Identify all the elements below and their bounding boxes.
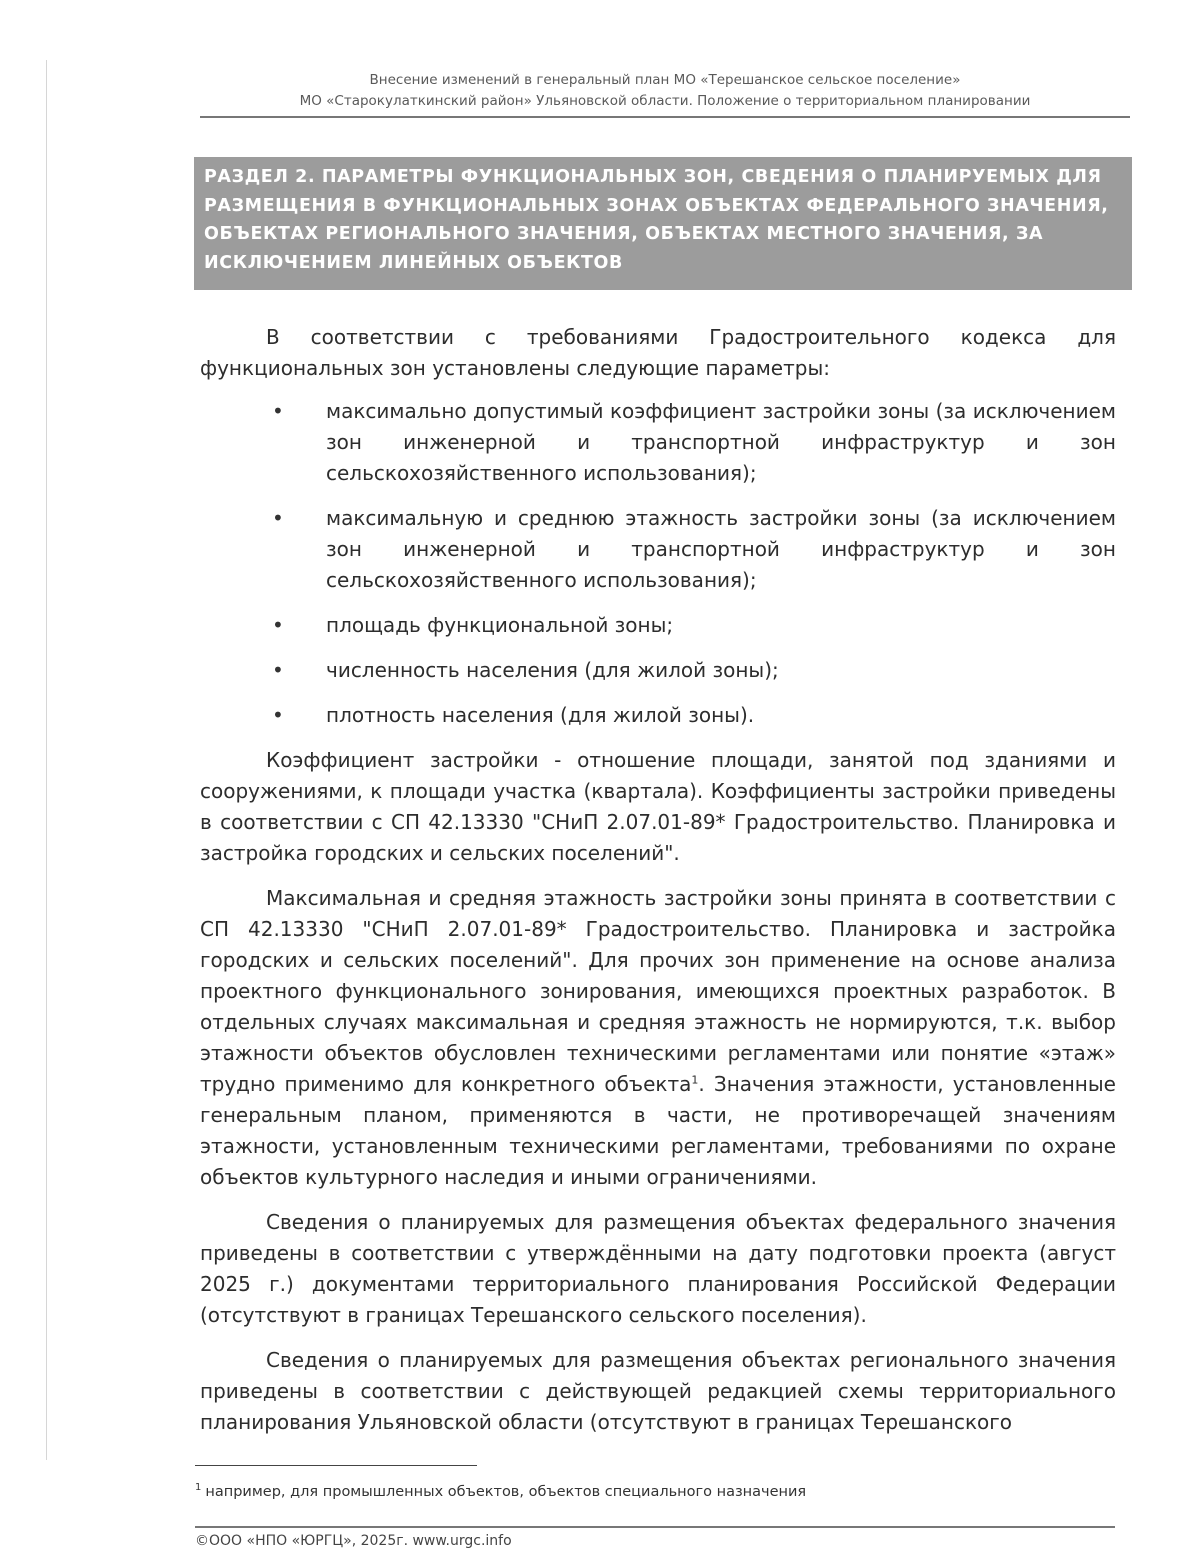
footnote-number: 1 [195,1482,202,1493]
list-item [200,700,1116,731]
bullet-icon: • [272,658,284,682]
header-rule [200,116,1130,118]
scan-edge-line [46,60,47,1460]
footnote-divider [195,1465,477,1466]
list-item [200,655,1116,686]
list-item-text: плотность населения (для жилой зоны). [326,703,755,727]
list-item-text: максимальную и среднюю этажность застройки зоны (за исключением зон инженерной и транспортной инфраструктур и зон сельскохозяйственного использования); [326,506,1116,592]
regional-objects-paragraph: Сведения о планируемых для размещения объектах регионального значения приведены в соответствии с действующей редакцией схемы территориального планирования Ульяновской области (отсутствуют в границах Терешанского [200,1348,1116,1434]
floors-text-part-2: . Значения этажности, установленные генеральным планом, применяются в части, не противоречащей значениям этажности, установленным техническими регламентами, требованиями по охране объектов культурного наследия и иными ограничениями. [200,1072,1116,1189]
intro-paragraph: В соответствии с требованиями Градостроительного кодекса для функциональных зон установлены следующие параметры: [200,325,1116,380]
list-item [200,610,1116,641]
list-item-text: площадь функциональной зоны; [326,613,674,637]
page-footer: ©ООО «НПО «ЮРГЦ», 2025г. www.urgc.info [195,1533,512,1549]
footnote-reference[interactable]: 1 [691,1073,699,1087]
footnote-text: например, для промышленных объектов, объектов специального назначения [205,1483,807,1500]
header-line-1: Внесение изменений в генеральный план МО «Терешанское сельское поселение» [369,72,961,88]
coefficient-paragraph: Коэффициент застройки - отношение площади, занятой под зданиями и сооружениями, к площади участка (квартала). Коэффициенты застройки приведены в соответствии с СП 42.13330 "СНиП 2.07.01-89* Градостроительство. Планировка и застройка городских и сельских поселений". [200,748,1116,865]
list-item [200,503,1116,596]
bullet-icon: • [272,703,284,727]
header-line-2: МО «Старокулаткинский район» Ульяновской области. Положение о территориальном планировании [299,93,1031,109]
federal-objects-paragraph: Сведения о планируемых для размещения объектах федерального значения приведены в соответствии с утверждёнными на дату подготовки проекта (август 2025 г.) документами территориального планирования Российской Федерации (отсутствуют в границах Терешанского сельского поселения). [200,1210,1116,1327]
bullet-icon: • [272,506,284,530]
footer-rule [195,1526,1115,1528]
footnote [195,1478,1095,1502]
list-item-text: максимально допустимый коэффициент застройки зоны (за исключением зон инженерной и транспортной инфраструктур и зон сельскохозяйственного использования); [326,399,1116,485]
floors-text-part-1: Максимальная и средняя этажность застройки зоны принята в соответствии с СП 42.13330 "СНиП 2.07.01-89* Градостроительство. Планировка и застройка городских и сельских поселений". Для прочих зон применение на основе анализа проектного функционального зонирования, имеющихся проектных разработок. В отдельных случаях максимальная и средняя этажность не нормируются, т.к. выбор этажности объектов обусловлен техническими регламентами или понятие «этаж» трудно применимо для конкретного объекта [200,886,1116,1096]
parameters-list [200,396,1116,731]
bullet-icon: • [272,399,284,423]
list-item [200,396,1116,489]
list-item-text: численность населения (для жилой зоны); [326,658,779,682]
floors-paragraph [200,883,1116,1193]
section-title: РАЗДЕЛ 2. ПАРАМЕТРЫ ФУНКЦИОНАЛЬНЫХ ЗОН, СВЕДЕНИЯ О ПЛАНИРУЕМЫХ ДЛЯ РАЗМЕЩЕНИЯ В ФУНКЦИОНАЛЬНЫХ ЗОНАХ ОБЪЕКТАХ ФЕДЕРАЛЬНОГО ЗНАЧЕНИЯ, ОБЪЕКТАХ РЕГИОНАЛЬНОГО ЗНАЧЕНИЯ, ОБЪЕКТАХ МЕСТНОГО ЗНАЧЕНИЯ, ЗА ИСКЛЮЧЕНИЕМ ЛИНЕЙНЫХ ОБЪЕКТОВ [194,157,1132,290]
document-body [200,322,1116,1452]
bullet-icon: • [272,613,284,637]
page-header [200,70,1130,118]
